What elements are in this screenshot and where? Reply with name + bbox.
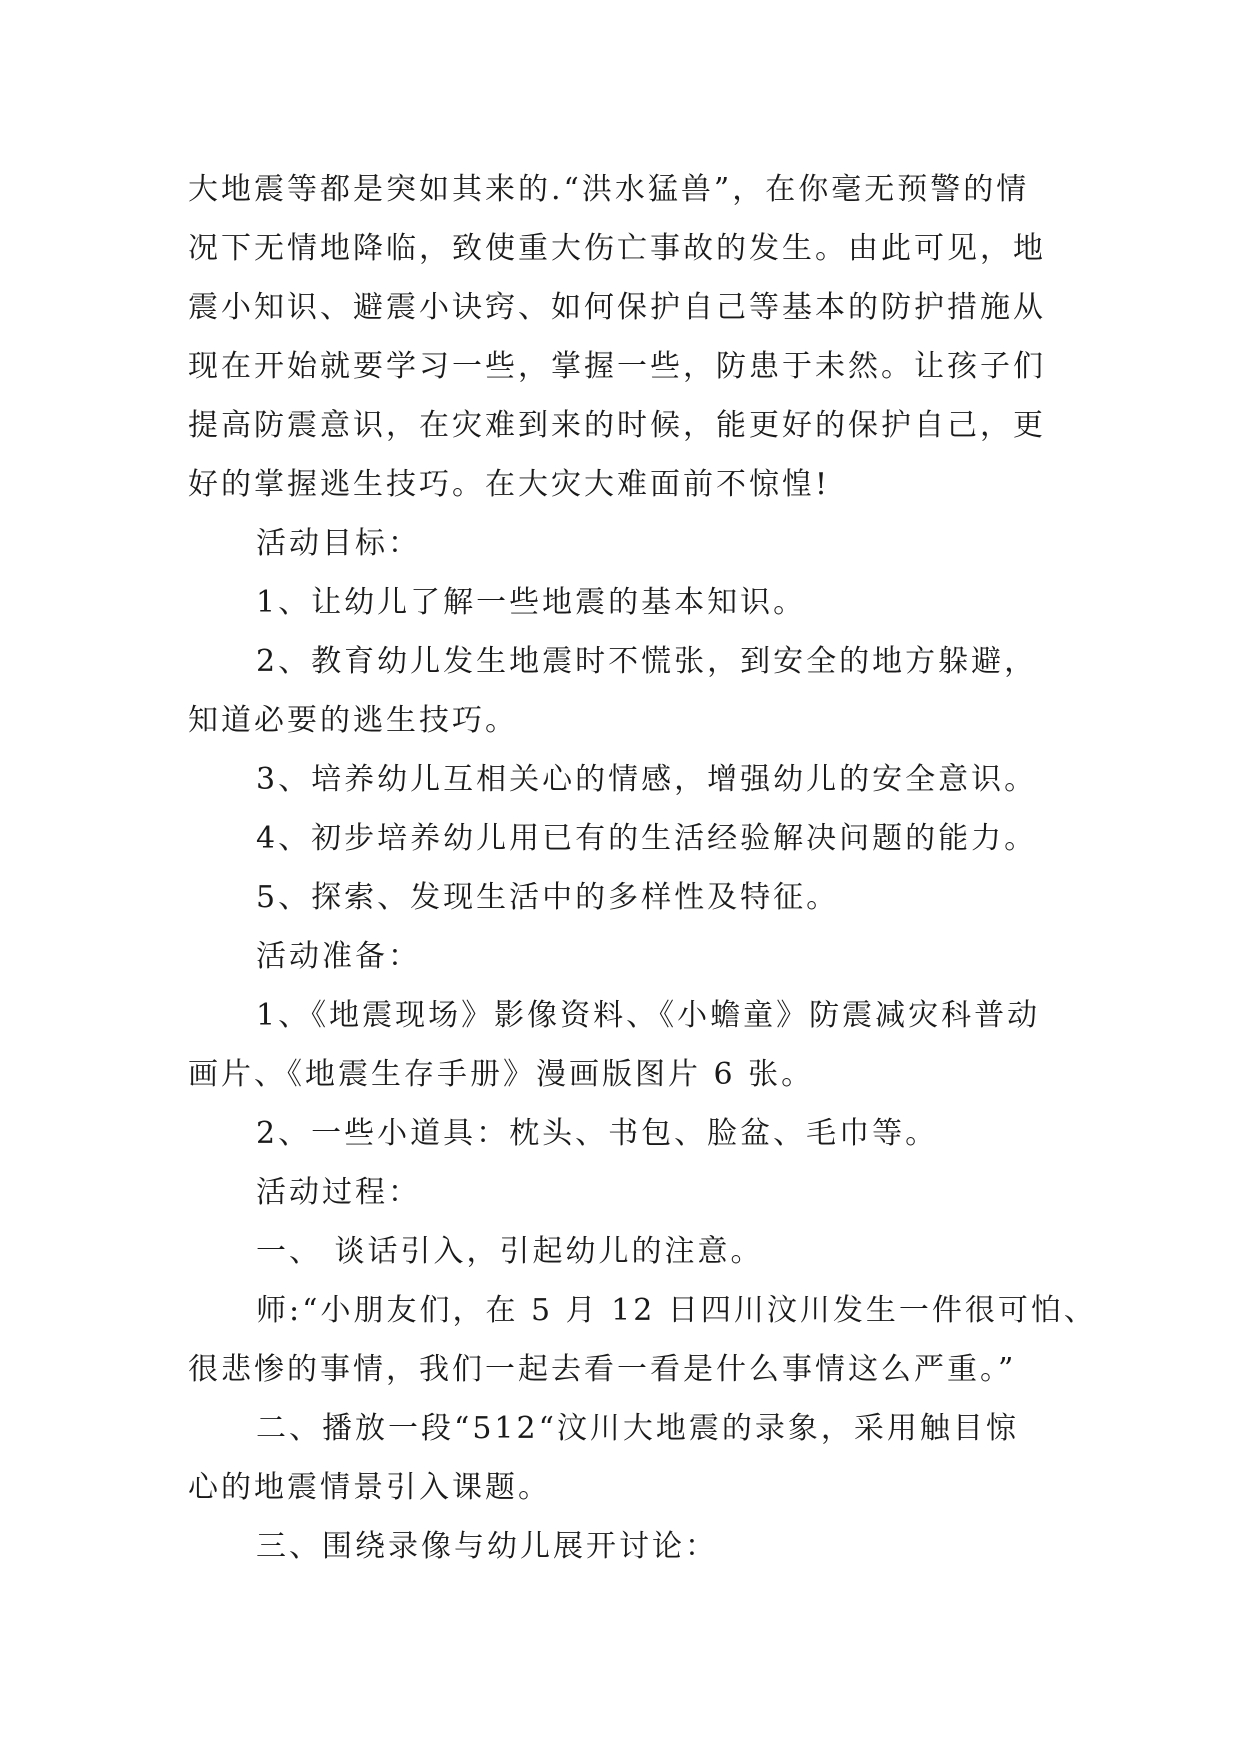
paragraph-line: 大地震等都是突如其来的.“洪水猛兽”，在你毫无预警的情: [188, 172, 1030, 207]
section-heading-preparation: 活动准备：: [256, 939, 421, 974]
paragraph-line: 震小知识、避震小诀窍、如何保护自己等基本的防护措施从: [188, 290, 1046, 325]
section-heading-objectives: 活动目标：: [256, 526, 421, 561]
section-heading-process: 活动过程：: [256, 1175, 421, 1210]
process-step-3: 三、围绕录像与幼儿展开讨论：: [256, 1529, 718, 1564]
paragraph-line: 现在开始就要学习一些，掌握一些，防患于未然。让孩子们: [188, 349, 1046, 384]
objective-item-5: 5、探索、发现生活中的多样性及特征。: [256, 880, 840, 915]
objective-item-2-cont: 知道必要的逃生技巧。: [188, 703, 518, 738]
document-body: [188, 160, 1097, 1576]
preparation-item-2: 2、一些小道具：枕头、书包、脸盆、毛巾等。: [256, 1116, 939, 1151]
objective-item-4: 4、初步培养幼儿用已有的生活经验解决问题的能力。: [256, 821, 1038, 856]
teacher-quote: 师:“小朋友们，在 5 月 12 日四川汶川发生一件很可怕、: [256, 1293, 1097, 1328]
objective-item-3: 3、培养幼儿互相关心的情感，增强幼儿的安全意识。: [256, 762, 1038, 797]
paragraph-line: 好的掌握逃生技巧。在大灾大难面前不惊惶!: [188, 467, 831, 502]
preparation-item-1: 1、《地震现场》影像资料、《小蟾童》防震减灾科普动: [256, 998, 1041, 1033]
paragraph-line: 提高防震意识，在灾难到来的时候，能更好的保护自己，更: [188, 408, 1046, 443]
process-step-1: 一、 谈话引入，引起幼儿的注意。: [256, 1234, 764, 1269]
teacher-quote-cont: 很悲惨的事情，我们一起去看一看是什么事情这么严重。”: [188, 1352, 1017, 1387]
process-step-2: 二、播放一段“512“汶川大地震的录象，采用触目惊: [256, 1411, 1019, 1446]
preparation-item-1-cont: 画片、《地震生存手册》漫画版图片 6 张。: [188, 1057, 815, 1092]
objective-item-2: 2、教育幼儿发生地震时不慌张，到安全的地方躲避，: [256, 644, 1038, 679]
paragraph-line: 况下无情地降临，致使重大伤亡事故的发生。由此可见，地: [188, 231, 1046, 266]
process-step-2-cont: 心的地震情景引入课题。: [188, 1470, 551, 1505]
objective-item-1: 1、让幼儿了解一些地震的基本知识。: [256, 585, 807, 620]
